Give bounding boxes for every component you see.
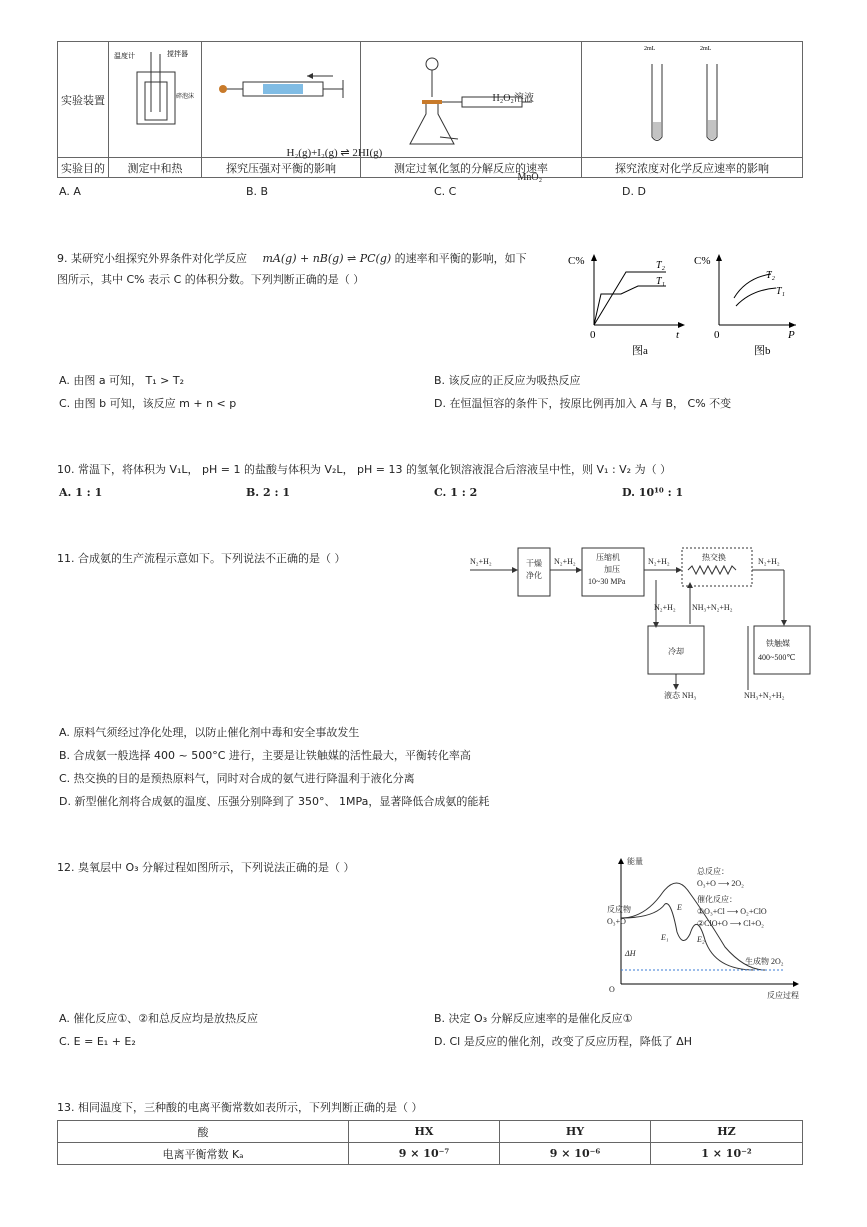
q11-out1: 液态 NH₃ — [664, 691, 697, 700]
calorimeter-diagram — [110, 42, 200, 154]
q12-dh: ΔH — [625, 949, 636, 958]
q12-option-c[interactable]: C. E = E₁ + E₂ — [59, 1035, 136, 1048]
svg-text:碎泡沫: 碎泡沫 — [176, 94, 195, 100]
q12-e: E — [677, 903, 682, 912]
q11-box3: 热交换 — [702, 553, 726, 562]
svg-text:温度计: 温度计 — [114, 52, 135, 60]
svg-text:净化: 净化 — [526, 571, 542, 580]
q12-stem: 12. 臭氧层中 O₃ 分解过程如图所示，下列说法正确的是（ ） — [57, 861, 355, 874]
q13-ka-hy: 9 × 10⁻⁶ — [500, 1143, 651, 1165]
q8-mno2-label: MnO₂ — [517, 171, 543, 183]
q9a-t2: T₂ — [656, 260, 666, 271]
q11-option-c[interactable]: C. 热交换的目的是预热原料气，同时对合成的氨气进行降温利于液化分离 — [59, 772, 415, 785]
q8-option-d[interactable]: D. D — [622, 185, 646, 198]
q11-arrow2: N₂+H₂ — [648, 557, 670, 566]
q10-option-a[interactable]: A. 1 : 1 — [59, 486, 103, 499]
q9-stem-line2: 图所示，其中 C% 表示 C 的体积分数。下列判断正确的是（ ） — [57, 273, 365, 286]
q12-cat2: ②ClO+O ⟶ Cl+O₂ — [697, 919, 764, 928]
q8-option-a[interactable]: A. A — [59, 185, 81, 198]
svg-text:2mL: 2mL — [700, 46, 712, 52]
q11-option-b[interactable]: B. 合成氨一般选择 400 ~ 500°C 进行，主要是让铁触媒的活性最大，平衡转化率高 — [59, 749, 471, 762]
q12-option-a[interactable]: A. 催化反应①、②和总反应均是放热反应 — [59, 1012, 259, 1025]
q8-purpose-b: 探究压强对平衡的影响 — [202, 158, 361, 178]
q11-down1: N₂+H₂ — [654, 603, 676, 612]
q9-figures — [566, 250, 796, 360]
q8-row1-label: 实验装置 — [58, 42, 109, 158]
svg-text:搅拌器: 搅拌器 — [167, 50, 188, 58]
q12-reactant-eq: O₃+O — [607, 917, 626, 926]
q9-option-b[interactable]: B. 该反应的正反应为吸热反应 — [434, 374, 581, 387]
q9a-t1: T₁ — [656, 276, 666, 287]
q8-apparatus-b — [202, 42, 383, 159]
svg-text:加压: 加压 — [604, 565, 620, 574]
q12-total-eq: O₃+O ⟶ 2O₂ — [697, 879, 744, 888]
q12-xlabel: 反应过程 — [767, 991, 799, 1000]
q10-option-b[interactable]: B. 2 : 1 — [246, 486, 290, 499]
q11-input: N₂+H₂ — [470, 557, 492, 566]
q12-ylabel: 能量 — [627, 857, 643, 866]
q8-purpose-a: 测定中和热 — [109, 158, 202, 178]
q9b-t1: T₁ — [776, 286, 786, 297]
q12-e2: E₂ — [697, 935, 705, 944]
svg-text:400~500℃: 400~500℃ — [758, 653, 796, 662]
q8-option-b[interactable]: B. B — [246, 185, 269, 198]
q12-energy-diagram — [605, 852, 805, 1002]
q8-apparatus-d — [582, 42, 803, 158]
q9b-xlabel: P — [788, 329, 795, 341]
q13-ka-hx: 9 × 10⁻⁷ — [349, 1143, 500, 1165]
q13-header-hx: HX — [349, 1121, 500, 1143]
svg-text:10~30 MPa: 10~30 MPa — [588, 577, 626, 586]
q9-option-d[interactable]: D. 在恒温恒容的条件下，按原比例再加入 A 与 B， C% 不变 — [434, 397, 732, 410]
q8-row2-label: 实验目的 — [58, 158, 109, 178]
q8-option-c[interactable]: C. C — [434, 185, 457, 198]
q9b-origin: 0 — [714, 329, 720, 341]
q11-up1: NH₃+N₂+H₂ — [692, 603, 733, 612]
q8-apparatus-a — [109, 42, 202, 158]
q9-stem-part1: 9. 某研究小组探究外界条件对化学反应 — [57, 252, 247, 265]
svg-text:总反应：: 总反应： — [697, 867, 729, 876]
q9a-origin: 0 — [590, 329, 596, 341]
q11-option-a[interactable]: A. 原料气须经过净化处理，以防止催化剂中毒和安全事故发生 — [59, 726, 360, 739]
q11-out2: NH₃+N₂+H₂ — [744, 691, 785, 700]
q11-arrow3: N₂+H₂ — [758, 557, 780, 566]
q8-h2o2-label: H₂O₂溶液 — [492, 92, 534, 104]
q10-option-c[interactable]: C. 1 : 2 — [434, 486, 478, 499]
q13-row-label: 电离平衡常数 Kₐ — [58, 1143, 349, 1165]
q11-option-d[interactable]: D. 新型催化剂将合成氨的温度、压强分别降到了 350°、 1MPa，显著降低合成氨的能耗 — [59, 795, 490, 808]
q8-table — [57, 41, 803, 183]
svg-text:铁触媒: 铁触媒 — [766, 639, 790, 648]
svg-text:2mL: 2mL — [644, 46, 656, 52]
q9-option-c[interactable]: C. 由图 b 可知，该反应 m + n < p — [59, 397, 237, 410]
syringe-diagram — [203, 42, 359, 154]
q13-stem: 13. 相同温度下，三种酸的电离平衡常数如表所示，下列判断正确的是（ ） — [57, 1101, 423, 1114]
q12-origin: O — [609, 985, 615, 994]
q11-flow-diagram — [468, 540, 813, 700]
q9-stem-part2: 的速率和平衡的影响，如下 — [394, 252, 527, 265]
q9b-t2: T₂ — [766, 270, 776, 281]
svg-text:催化反应：: 催化反应： — [697, 895, 737, 904]
q9a-ylabel: C% — [568, 255, 585, 267]
q12-e1: E₁ — [661, 933, 669, 942]
q13-header-hy: HY — [500, 1121, 651, 1143]
q10-stem: 10. 常温下，将体积为 V₁L， pH = 1 的盐酸与体积为 V₂L， pH = 13 的氢氧化钡溶液混合后溶液呈中性，则 V₁ : V₂ 为（ ） — [57, 463, 672, 476]
q10-option-d[interactable]: D. 10¹⁰ : 1 — [622, 486, 684, 499]
q8-purpose-d: 探究浓度对化学反应速率的影响 — [582, 158, 803, 178]
q9-option-a[interactable]: A. 由图 a 可知， T₁ > T₂ — [59, 374, 185, 387]
svg-text:干燥: 干燥 — [526, 559, 542, 568]
svg-text:压缩机: 压缩机 — [596, 553, 620, 562]
q12-product: 生成物 2O₂ — [745, 957, 784, 966]
q12-cat1: ①O₃+Cl ⟶ O₂+ClO — [697, 907, 767, 916]
q13-header-hz: HZ — [651, 1121, 803, 1143]
q8-equation: H₂(g)+I₂(g) ⇌ 2HI(g) — [286, 146, 383, 159]
q11-stem: 11. 合成氨的生产流程示意如下。下列说法不正确的是（ ） — [57, 552, 346, 565]
svg-text:反应物: 反应物 — [607, 905, 631, 914]
q8-purpose-c: 测定过氧化氢的分解反应的速率 — [361, 158, 582, 178]
q12-option-d[interactable]: D. Cl 是反应的催化剂，改变了反应历程，降低了 ΔH — [434, 1035, 692, 1048]
flask-diagram — [362, 42, 580, 154]
q9-stem — [57, 251, 557, 267]
q9b-ylabel: C% — [694, 255, 711, 267]
q12-option-b[interactable]: B. 决定 O₃ 分解反应速率的是催化反应① — [434, 1012, 633, 1025]
q13-ka-hz: 1 × 10⁻² — [651, 1143, 803, 1165]
q9b-caption: 图b — [754, 345, 771, 357]
q9a-caption: 图a — [632, 345, 648, 357]
q9-formula: mA(g) + nB(g) ⇌ PC(g) — [262, 252, 392, 265]
q13-header-acid: 酸 — [58, 1121, 349, 1143]
q11-box4: 冷却 — [668, 647, 684, 656]
q13-table — [57, 1120, 803, 1165]
q11-arrow1: N₂+H₂ — [554, 557, 576, 566]
q9a-xlabel: t — [676, 329, 680, 341]
test-tubes-diagram — [582, 42, 802, 154]
